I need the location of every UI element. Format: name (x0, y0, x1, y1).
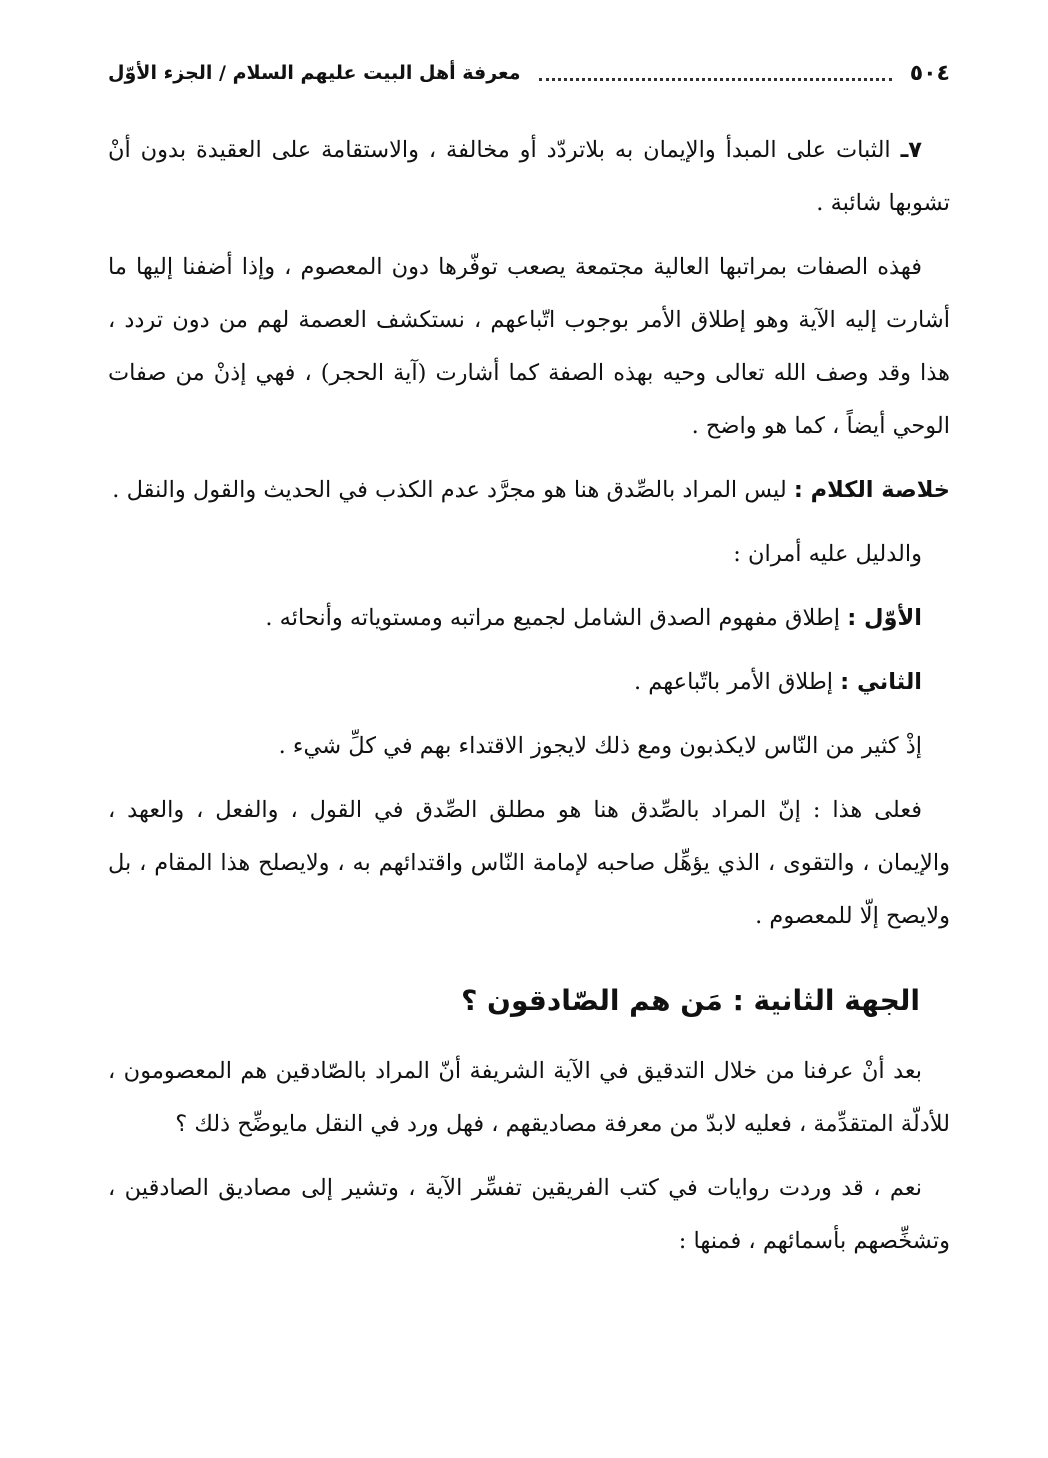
evidence-second-text: إطلاق الأمر باتّباعهم . (634, 669, 833, 695)
paragraph-attributes: فهذه الصفات بمراتبها العالية مجتمعة يصعب توفّرها دون المعصوم ، وإذا أضفنا إليها ما أشارت إليه الآية وهو إطلاق الأمر بوجوب اتّباعهم ، نستكشف العصمة لهم من دون تردد ، هذا وقد وصف الله تعالى وحيه بهذه الصفة كما أشارت (آية الحجر) ، فهي إذنْ من صفات الوحي أيضاً ، كما هو واضح . (108, 254, 950, 439)
evidence-second (108, 656, 950, 709)
evidence-first-label: الأوّل : (847, 605, 922, 631)
paragraph-last: نعم ، قد وردت روايات في كتب الفريقين تفسِّر الآية ، وتشير إلى مصاديق الصادقين ، وتشخِّصهم بأسمائهم ، فمنها : (108, 1175, 950, 1254)
evidence-first-text: إطلاق مفهوم الصدق الشامل لجميع مراتبه ومستوياته وأنحائه . (265, 605, 841, 631)
list-item-number: ٧ـ (900, 137, 922, 163)
paragraph-after-heading: بعد أنْ عرفنا من خلال التدقيق في الآية الشريفة أنّ المراد بالصّادقين هم المعصومون ، للأدلّة المتقدِّمة ، فعليه لابدّ من معرفة مصاديقهم ، فهل ورد في النقل مايوضِّح ذلك ؟ (108, 1058, 950, 1137)
page-header (108, 48, 950, 98)
list-item-7 (108, 124, 950, 230)
summary-text: ليس المراد بالصِّدق هنا هو مجرَّد عدم الكذب في الحديث والقول والنقل . (112, 477, 787, 503)
dotted-leader (539, 78, 892, 81)
summary-label: خلاصة الكلام : (793, 477, 950, 503)
summary-paragraph (108, 464, 950, 517)
evidence-intro: والدليل عليه أمران : (733, 541, 922, 567)
list-item-text: الثبات على المبدأ والإيمان به بلاتردّد أو مخالفة ، والاستقامة على العقيدة بدون أنْ تشوبها شائبة . (108, 137, 950, 216)
paragraph-conclusion: فعلى هذا : إنّ المراد بالصِّدق هنا هو مطلق الصِّدق في القول ، والفعل ، والعهد ، والإيمان ، والتقوى ، الذي يؤهِّل صاحبه لإمامة النّاس واقتدائهم به ، ولايصلح هذا المقام ، بل ولايصح إلّا للمعصوم . (108, 797, 950, 929)
section-heading: الجهة الثانية : مَن هم الصّادقون ؟ (461, 984, 920, 1017)
running-title: معرفة أهل البيت عليهم السلام / الجزء الأوّل (108, 62, 521, 84)
page-body (108, 124, 950, 1279)
paragraph-since: إذْ كثير من النّاس لايكذبون ومع ذلك لايجوز الاقتداء بهم في كلِّ شيء . (278, 733, 922, 759)
page-number: ٥٠٤ (909, 60, 950, 86)
evidence-first (108, 592, 950, 645)
evidence-second-label: الثاني : (840, 669, 922, 695)
